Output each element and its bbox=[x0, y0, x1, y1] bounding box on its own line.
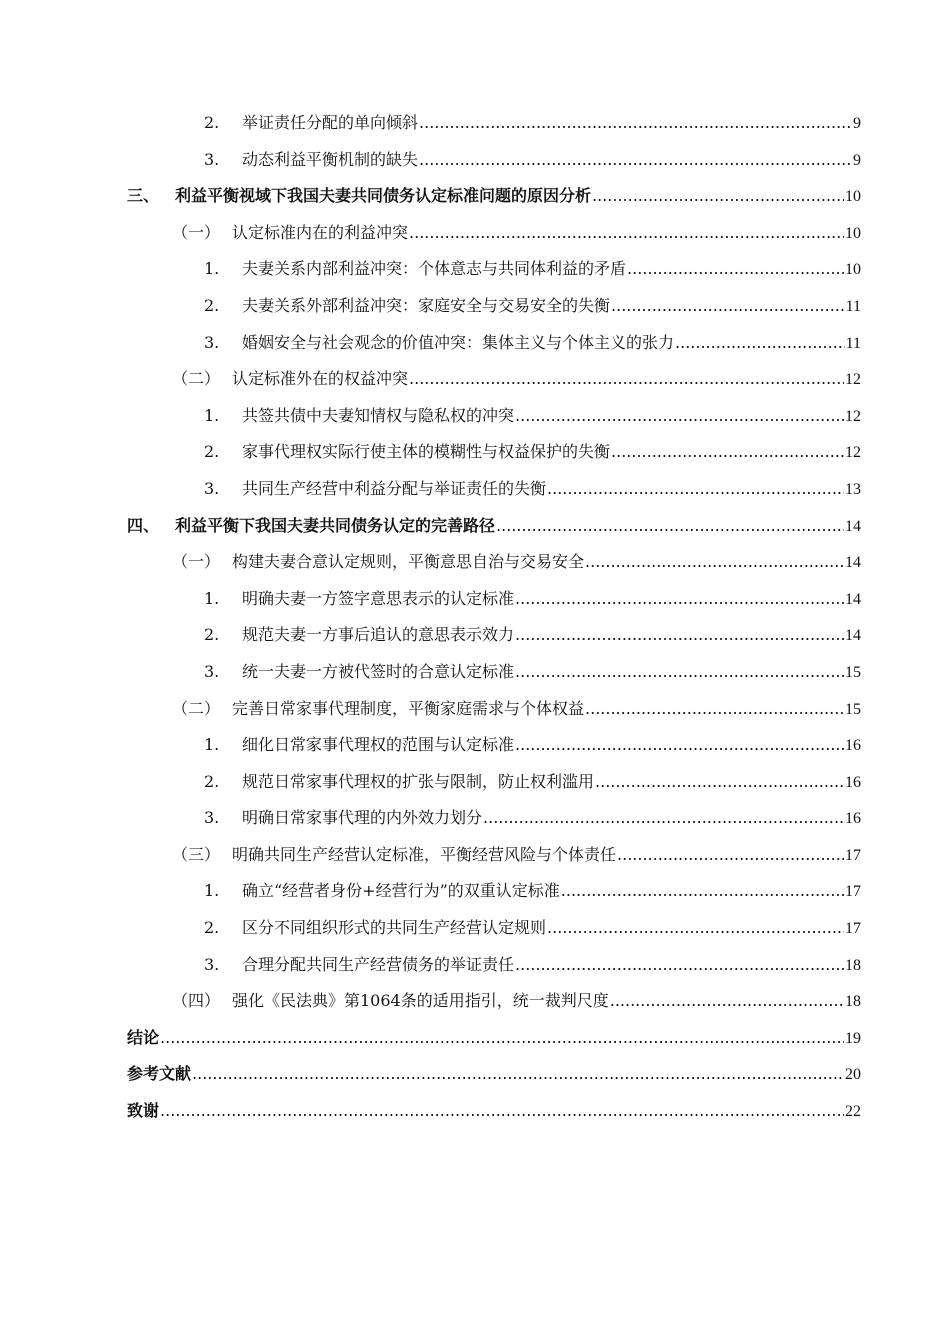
toc-entry-page: 22 bbox=[845, 1103, 861, 1121]
toc-entry-number: （二） bbox=[172, 369, 221, 389]
toc-leader-dots bbox=[160, 1028, 844, 1047]
toc-entry-number: 三、 bbox=[127, 186, 160, 206]
toc-leader-dots bbox=[409, 223, 844, 242]
toc-entry-number: 3. bbox=[204, 149, 220, 169]
toc-entry-title: 强化《民法典》第1064条的适用指引，统一裁判尺度 bbox=[232, 991, 609, 1011]
toc-leader-dots bbox=[585, 699, 844, 718]
toc-entry-page: 18 bbox=[845, 993, 861, 1011]
toc-entry[interactable] bbox=[127, 513, 861, 550]
toc-entry-title: 结论 bbox=[127, 1027, 160, 1047]
toc-entry-title: 细化日常家事代理权的范围与认定标准 bbox=[242, 735, 515, 755]
toc-entry-title: 认定标准内在的利益冲突 bbox=[232, 222, 409, 242]
toc-leader-dots bbox=[515, 662, 844, 681]
toc-leader-dots bbox=[592, 186, 844, 205]
toc-entry[interactable] bbox=[127, 220, 861, 257]
toc-leader-dots bbox=[585, 552, 844, 571]
toc-entry-title: 统一夫妻一方被代签时的合意认定标准 bbox=[242, 661, 515, 681]
toc-entry-title: 夫妻关系外部利益冲突：家庭安全与交易安全的失衡 bbox=[242, 295, 611, 315]
toc-entry-title: 举证责任分配的单向倾斜 bbox=[242, 113, 419, 132]
toc-entry[interactable] bbox=[127, 696, 861, 733]
toc-entry-page: 12 bbox=[845, 407, 861, 425]
toc-entry-title: 构建夫妻合意认定规则，平衡意思自治与交易安全 bbox=[232, 552, 585, 572]
toc-entry-number: （一） bbox=[172, 552, 221, 572]
toc-entry[interactable] bbox=[127, 1098, 861, 1135]
toc-entry-title: 明确夫妻一方签字意思表示的认定标准 bbox=[242, 588, 515, 608]
toc-entry[interactable] bbox=[127, 439, 861, 476]
toc-entry-title: 确立“经营者身份+经营行为”的双重认定标准 bbox=[242, 881, 560, 901]
toc-entry[interactable] bbox=[127, 952, 861, 989]
toc-entry[interactable] bbox=[127, 622, 861, 659]
toc-entry-number: 2. bbox=[204, 771, 220, 791]
toc-entry-page: 13 bbox=[845, 480, 861, 498]
toc-leader-dots bbox=[160, 1101, 844, 1120]
toc-entry-number: 2. bbox=[204, 295, 220, 315]
toc-entry-title: 夫妻关系内部利益冲突：个体意志与共同体利益的矛盾 bbox=[242, 259, 627, 279]
toc-entry[interactable] bbox=[127, 1025, 861, 1062]
toc-leader-dots bbox=[496, 516, 844, 535]
toc-entry-number: 1. bbox=[204, 405, 220, 425]
toc-entry[interactable] bbox=[127, 476, 861, 513]
toc-entry[interactable] bbox=[127, 1061, 861, 1098]
toc-leader-dots bbox=[515, 735, 844, 754]
toc-entry-title: 共同生产经营中利益分配与举证责任的失衡 bbox=[242, 478, 547, 498]
toc-entry-number: 3. bbox=[204, 661, 220, 681]
toc-entry[interactable] bbox=[127, 878, 861, 915]
toc-leader-dots bbox=[515, 625, 844, 644]
toc-entry[interactable] bbox=[127, 659, 861, 696]
toc-entry-number: 四、 bbox=[127, 515, 160, 535]
toc-entry-page: 10 bbox=[845, 188, 861, 206]
toc-leader-dots bbox=[419, 150, 852, 169]
toc-leader-dots bbox=[561, 881, 844, 900]
toc-entry-number: 1. bbox=[204, 588, 220, 608]
toc-entry-number: 2. bbox=[204, 625, 220, 645]
toc-entry-page: 14 bbox=[845, 554, 861, 572]
table-of-contents bbox=[127, 110, 861, 1135]
toc-entry[interactable] bbox=[127, 732, 861, 769]
toc-entry-number: （三） bbox=[172, 844, 221, 864]
toc-entry[interactable] bbox=[127, 842, 861, 879]
toc-leader-dots bbox=[627, 259, 844, 278]
toc-leader-dots bbox=[547, 479, 844, 498]
toc-entry-page: 20 bbox=[845, 1066, 861, 1084]
toc-entry-title: 参考文献 bbox=[127, 1064, 192, 1084]
toc-entry-page: 11 bbox=[845, 297, 861, 315]
toc-entry-number: 3. bbox=[204, 478, 220, 498]
toc-entry[interactable] bbox=[127, 805, 861, 842]
toc-entry[interactable] bbox=[127, 549, 861, 586]
toc-leader-dots bbox=[419, 113, 852, 132]
toc-entry-page: 16 bbox=[845, 773, 861, 791]
toc-entry[interactable] bbox=[127, 256, 861, 293]
toc-entry-title: 完善日常家事代理制度，平衡家庭需求与个体权益 bbox=[232, 698, 585, 718]
toc-entry-page: 14 bbox=[845, 627, 861, 645]
toc-entry-title: 认定标准外在的权益冲突 bbox=[232, 369, 409, 389]
toc-entry-number: 1. bbox=[204, 259, 220, 279]
toc-entry-page: 19 bbox=[845, 1029, 861, 1047]
toc-entry-number: （一） bbox=[172, 222, 221, 242]
toc-leader-dots bbox=[617, 845, 844, 864]
toc-entry-title: 共签共债中夫妻知情权与隐私权的冲突 bbox=[242, 405, 515, 425]
toc-entry-page: 12 bbox=[845, 444, 861, 462]
toc-entry-page: 9 bbox=[853, 151, 861, 169]
toc-leader-dots bbox=[611, 296, 845, 315]
toc-entry[interactable] bbox=[127, 769, 861, 806]
toc-entry[interactable] bbox=[127, 293, 861, 330]
toc-entry-number: 3. bbox=[204, 954, 220, 974]
toc-entry-number: 3. bbox=[204, 808, 220, 828]
toc-entry-page: 17 bbox=[845, 883, 861, 901]
toc-entry-title: 明确共同生产经营认定标准，平衡经营风险与个体责任 bbox=[232, 844, 617, 864]
toc-leader-dots bbox=[675, 333, 845, 352]
toc-leader-dots bbox=[409, 369, 844, 388]
toc-entry-title: 利益平衡下我国夫妻共同债务认定的完善路径 bbox=[175, 515, 496, 535]
toc-leader-dots bbox=[515, 955, 844, 974]
toc-entry-page: 15 bbox=[845, 663, 861, 681]
toc-leader-dots bbox=[547, 918, 844, 937]
toc-entry-page: 14 bbox=[845, 517, 861, 535]
toc-leader-dots bbox=[610, 991, 844, 1010]
toc-entry[interactable] bbox=[127, 183, 861, 220]
toc-leader-dots bbox=[483, 808, 844, 827]
toc-entry-number: 2. bbox=[204, 442, 220, 462]
toc-entry-title: 规范夫妻一方事后追认的意思表示效力 bbox=[242, 625, 515, 645]
toc-entry[interactable] bbox=[127, 586, 861, 623]
toc-entry-title: 致谢 bbox=[127, 1101, 160, 1121]
toc-entry-title: 婚姻安全与社会观念的价值冲突：集体主义与个体主义的张力 bbox=[242, 332, 675, 352]
toc-entry-page: 9 bbox=[853, 115, 861, 132]
toc-entry[interactable] bbox=[127, 366, 861, 403]
toc-entry[interactable] bbox=[127, 403, 861, 440]
toc-entry-page: 18 bbox=[845, 956, 861, 974]
toc-entry-title: 明确日常家事代理的内外效力划分 bbox=[242, 808, 483, 828]
toc-entry-title: 利益平衡视域下我国夫妻共同债务认定标准问题的原因分析 bbox=[175, 186, 592, 206]
toc-entry[interactable] bbox=[127, 330, 861, 367]
toc-leader-dots bbox=[192, 1064, 844, 1083]
toc-entry-title: 合理分配共同生产经营债务的举证责任 bbox=[242, 954, 515, 974]
toc-entry-title: 区分不同组织形式的共同生产经营认定规则 bbox=[242, 918, 547, 938]
toc-entry-title: 规范日常家事代理权的扩张与限制，防止权利滥用 bbox=[242, 771, 595, 791]
toc-entry-page: 10 bbox=[845, 224, 861, 242]
toc-leader-dots bbox=[515, 589, 844, 608]
toc-entry-title: 家事代理权实际行使主体的模糊性与权益保护的失衡 bbox=[242, 442, 611, 462]
toc-leader-dots bbox=[595, 772, 844, 791]
toc-entry-title: 动态利益平衡机制的缺失 bbox=[242, 149, 419, 169]
toc-entry-page: 17 bbox=[845, 846, 861, 864]
toc-entry-page: 15 bbox=[845, 700, 861, 718]
toc-entry-page: 16 bbox=[845, 810, 861, 828]
toc-entry-number: 3. bbox=[204, 332, 220, 352]
toc-leader-dots bbox=[515, 406, 844, 425]
toc-entry-number: 2. bbox=[204, 918, 220, 938]
toc-leader-dots bbox=[611, 442, 844, 461]
toc-entry-page: 16 bbox=[845, 737, 861, 755]
toc-entry[interactable] bbox=[127, 915, 861, 952]
toc-entry[interactable] bbox=[127, 988, 861, 1025]
toc-entry-page: 17 bbox=[845, 920, 861, 938]
toc-entry-number: 2. bbox=[204, 113, 220, 132]
toc-entry-number: （四） bbox=[172, 991, 221, 1011]
toc-entry-page: 11 bbox=[845, 334, 861, 352]
toc-entry-page: 10 bbox=[845, 261, 861, 279]
toc-entry[interactable] bbox=[127, 110, 861, 147]
toc-entry-number: 1. bbox=[204, 735, 220, 755]
toc-entry-page: 14 bbox=[845, 590, 861, 608]
toc-entry-page: 12 bbox=[845, 371, 861, 389]
toc-entry-number: （二） bbox=[172, 698, 221, 718]
toc-entry[interactable] bbox=[127, 147, 861, 184]
toc-entry-number: 1. bbox=[204, 881, 220, 901]
